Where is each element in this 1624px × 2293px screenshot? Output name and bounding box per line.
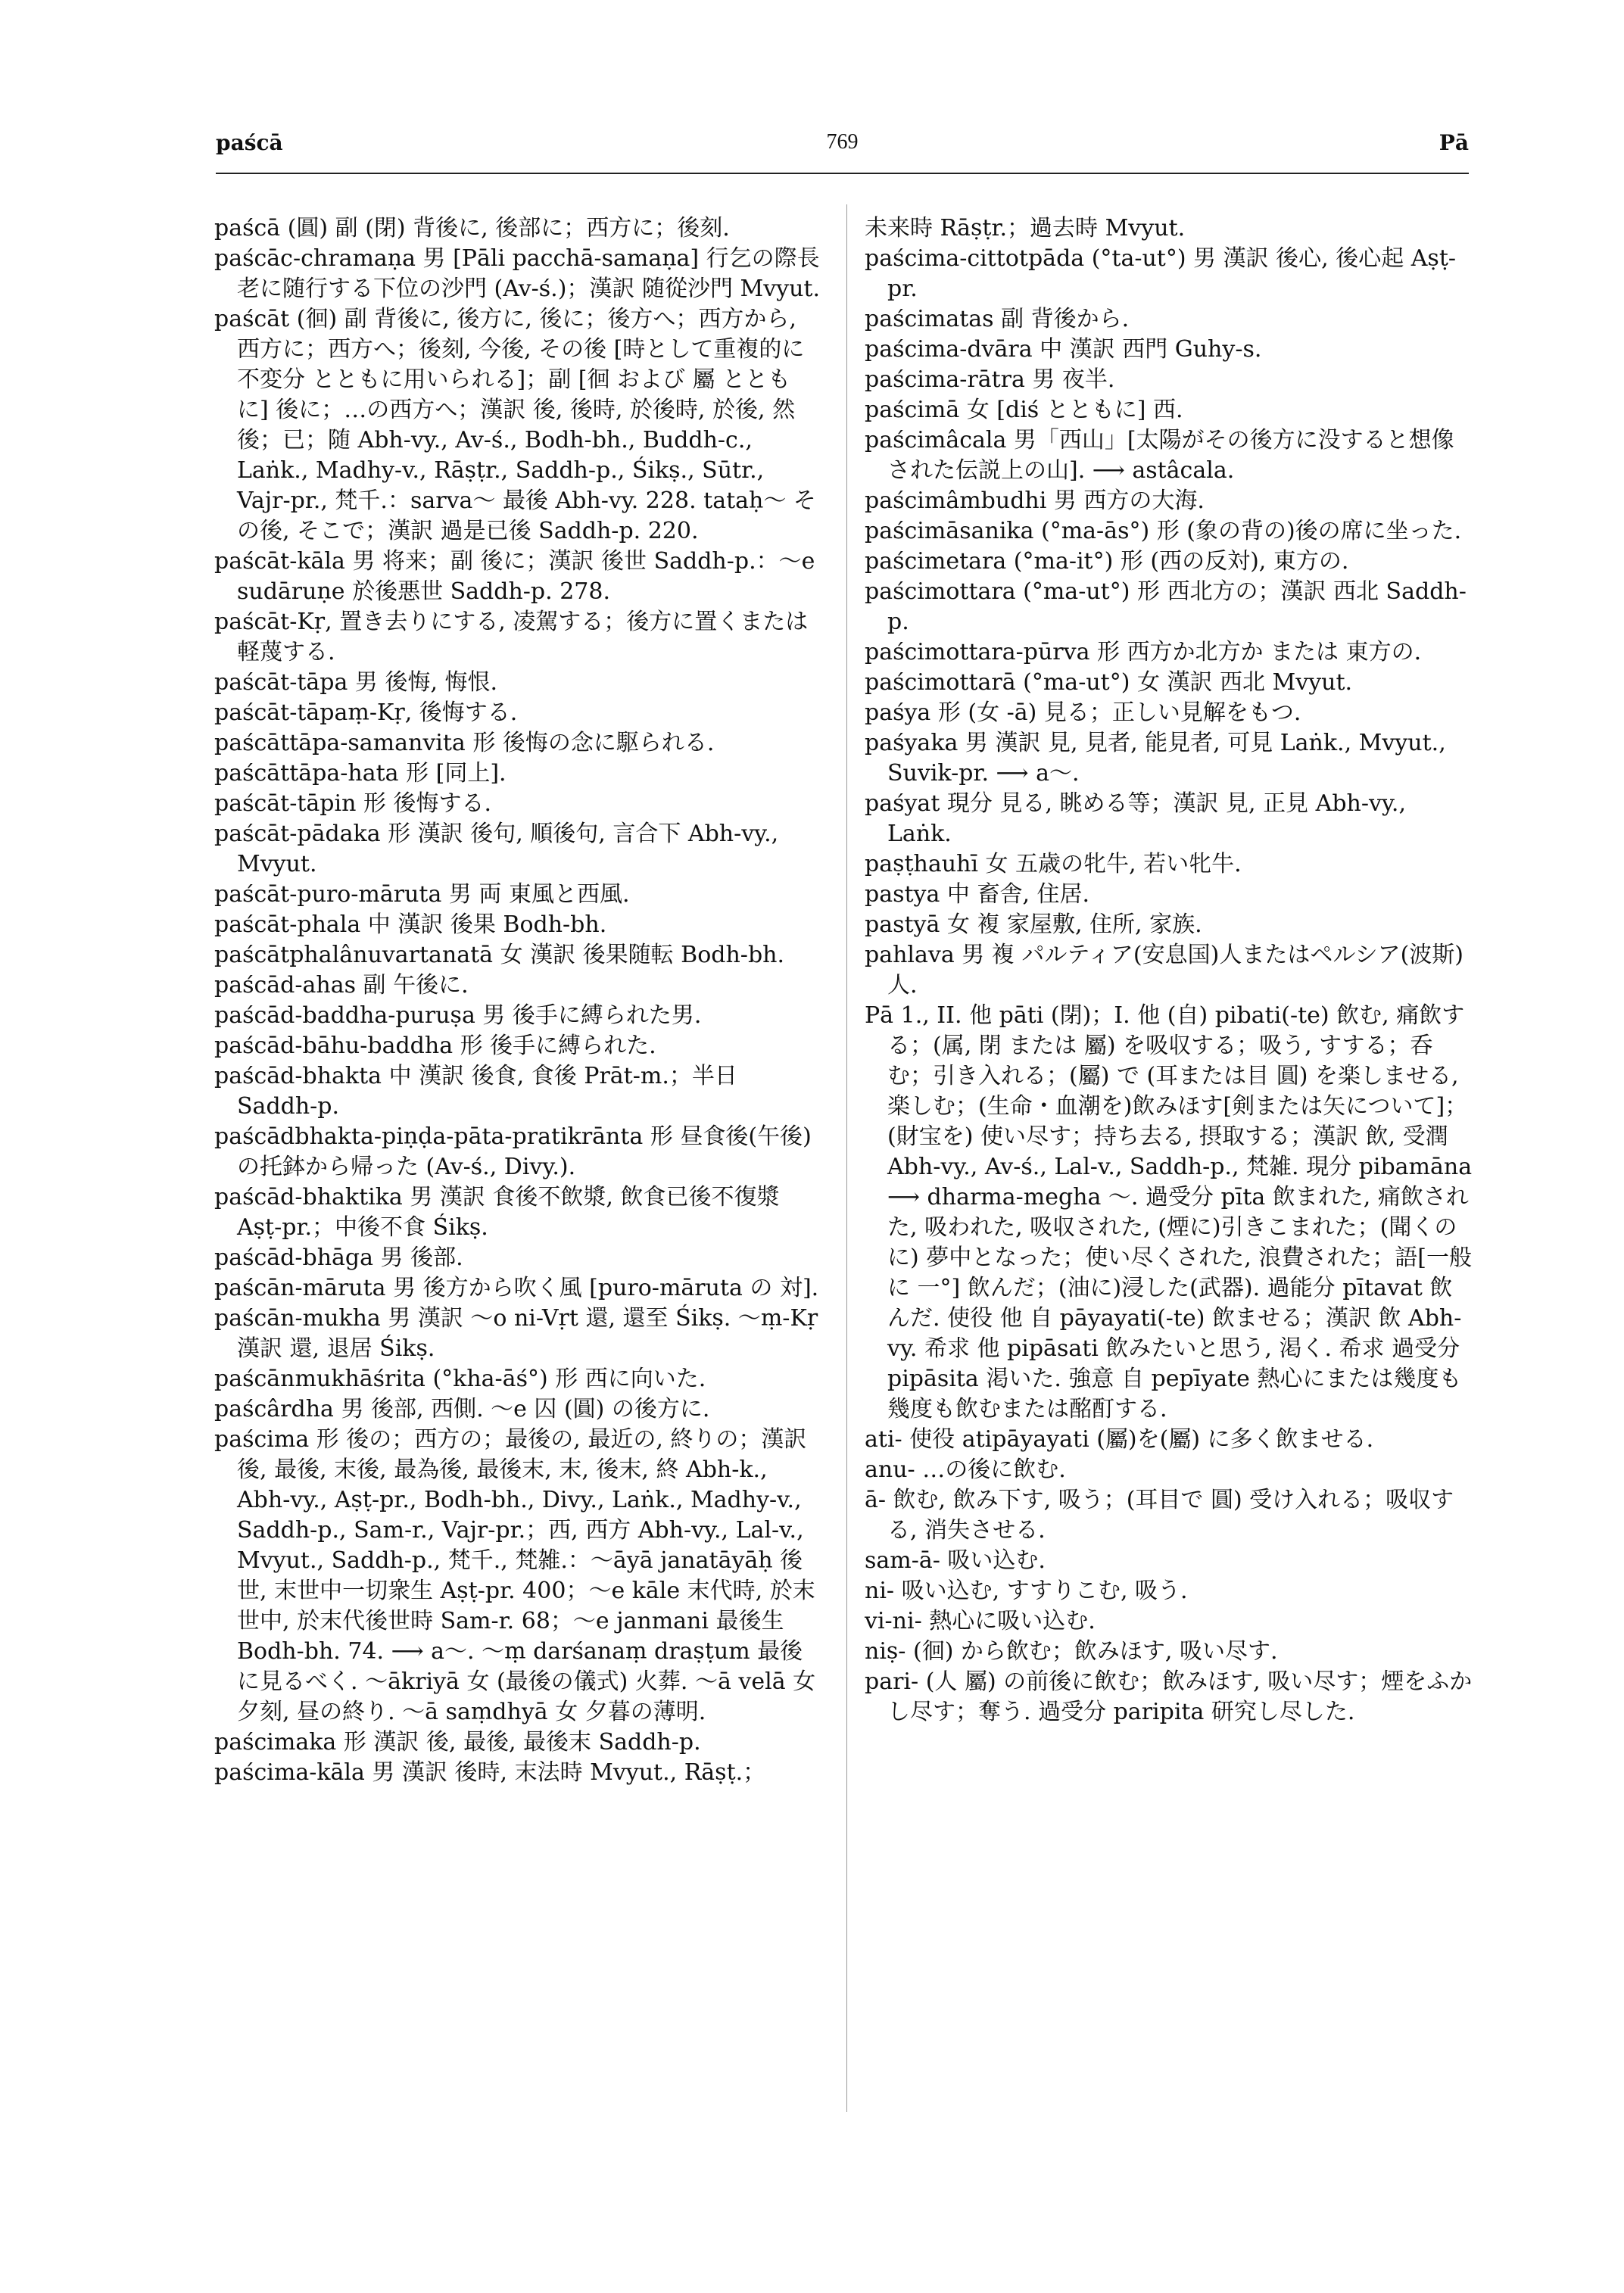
- dictionary-entry: paścāt-puro-māruta 男 両 東風と西風.: [214, 881, 630, 908]
- dictionary-entry: paścima-rātra 男 夜半.: [865, 366, 1115, 393]
- dictionary-entry: paścān-mukha 男 漢訳 ～o ni-Vṛt 還, 還至 Śikṣ. ～ṃ-Kṛ 漢訳 還, 退居 Śikṣ.: [214, 1305, 818, 1362]
- dictionary-entry: paścârdha 男 後部, 西側. ～e 囚 (圓) の後方に.: [214, 1396, 710, 1422]
- dictionary-entry: paścātphalânuvartanatā 女 漢訳 後果随転 Bodh-bh.: [214, 942, 785, 968]
- header-rule: [216, 173, 1469, 174]
- dictionary-entry: paścimaka 形 漢訳 後, 最後, 最後末 Saddh-p.: [214, 1729, 701, 1756]
- running-header: [216, 130, 1469, 168]
- dictionary-entry: niṣ- (徊) から飲む；飲みほす, 吸い尽す.: [865, 1638, 1278, 1665]
- dictionary-entry: paścimottara (°ma-ut°) 形 西北方の；漢訳 西北 Saddh-p.: [865, 578, 1467, 635]
- dictionary-entry: paścima-cittotpāda (°ta-ut°) 男 漢訳 後心, 後心起 Aṣṭ-pr.: [865, 245, 1457, 302]
- dictionary-entry: vi-ni- 熱心に吸い込む.: [865, 1608, 1096, 1634]
- dictionary-entry: paścāt (徊) 副 背後に, 後方に, 後に；後方へ；西方から, 西方に；西方へ；後刻, 今後, その後 [時として重複的に 不変分 とともに用いられる]；副 [徊 および 屬 とともに] 後に；…の西方へ；漢訳 後, 後時, 於後時, 於後, 然後；已；随 Abh-vy., Av-ś., Bodh-bh., Buddh-c., Laṅk., Madhy-v., Rāṣṭr., Saddh-p., Śikṣ., Sūtr., Vajr-pr., 梵千.：sarva～ 最後 Abh-vy. 228. tataḥ～ その後, そこで；漢訳 過是已後 Saddh-p. 220.: [214, 306, 816, 544]
- dictionary-entry: ni- 吸い込む, すすりこむ, 吸う.: [865, 1578, 1188, 1604]
- dictionary-entry: paścimâcala 男「西山」[太陽がその後方に没すると想像された伝説上の山]. ⟶ astâcala.: [865, 427, 1454, 484]
- dictionary-entry: pastyā 女 複 家屋敷, 住所, 家族.: [865, 911, 1202, 938]
- dictionary-entry: 未来時 Rāṣṭr.；過去時 Mvyut.: [865, 215, 1186, 241]
- dictionary-entry: paścād-bhakta 中 漢訳 後食, 食後 Prāt-m.；半日 Saddh-p.: [214, 1063, 737, 1120]
- column-divider: [846, 204, 847, 2112]
- dictionary-entry: paścimottarā (°ma-ut°) 女 漢訳 西北 Mvyut.: [865, 669, 1353, 696]
- dictionary-entry: paścāt-pādaka 形 漢訳 後句, 順後句, 言合下 Abh-vy., Mvyut.: [214, 821, 779, 877]
- dictionary-entry: paścimâmbudhi 男 西方の大海.: [865, 488, 1205, 514]
- dictionary-entry: paścimatas 副 背後から.: [865, 306, 1130, 332]
- dictionary-entry: paścāc-chramaṇa 男 [Pāli pacchā-samaṇa] 行乞の際長老に随行する下位の沙門 (Av-ś.)；漢訳 随從沙門 Mvyut.: [214, 245, 821, 302]
- dictionary-entry: ā- 飲む, 飲み下す, 吸う；(耳目で 圓) 受け入れる；吸収する, 消失させる.: [865, 1487, 1454, 1544]
- dictionary-entry: paścimetara (°ma-it°) 形 (西の反対), 東方の.: [865, 548, 1349, 575]
- dictionary-entry: pahlava 男 複 パルティア(安息国)人またはペルシア(波斯)人.: [865, 942, 1463, 999]
- left-column: [214, 213, 820, 1788]
- dictionary-entry: paścād-ahas 副 午後に.: [214, 972, 469, 999]
- dictionary-entry: ati- 使役 atipāyayati (屬)を(屬) に多く飲ませる.: [865, 1426, 1374, 1453]
- dictionary-entry: paścād-bhāga 男 後部.: [214, 1245, 463, 1271]
- dictionary-entry: paścāt-tāpaṃ-Kṛ, 後悔する.: [214, 699, 518, 726]
- dictionary-entry: paścāt-Kṛ, 置き去りにする, 凌駕する；後方に置くまたは軽蔑する.: [214, 609, 809, 665]
- dictionary-entry: paścima-dvāra 中 漢訳 西門 Guhy-s.: [865, 336, 1262, 363]
- dictionary-entry: paścāt-kāla 男 将来；副 後に；漢訳 後世 Saddh-p.：～e sudāruṇe 於後悪世 Saddh-p. 278.: [214, 548, 815, 605]
- dictionary-entry: paścimottara-pūrva 形 西方か北方か または 東方の.: [865, 639, 1422, 665]
- dictionary-entry: pastya 中 畜舎, 住居.: [865, 881, 1090, 908]
- dictionary-entry: paścānmukhāśrita (°kha-āś°) 形 西に向いた.: [214, 1366, 706, 1392]
- dictionary-entry: paścād-bāhu-baddha 形 後手に縛られた.: [214, 1033, 656, 1059]
- dictionary-entry: paścāt-tāpin 形 後悔する.: [214, 790, 492, 817]
- dictionary-entry: paścāttāpa-hata 形 [同上].: [214, 760, 507, 787]
- dictionary-entry: paścimā 女 [diś とともに] 西.: [865, 397, 1183, 423]
- dictionary-entry: paścāt-tāpa 男 後悔, 悔恨.: [214, 669, 498, 696]
- dictionary-entry: paścā (圓) 副 (閉) 背後に, 後部に；西方に；後刻.: [214, 215, 730, 241]
- dictionary-entry: paśyaka 男 漢訳 見, 見者, 能見者, 可見 Laṅk., Mvyut., Suvik-pr. ⟶ a～.: [865, 730, 1446, 787]
- dictionary-entry: paścān-māruta 男 後方から吹く風 [puro-māruta の 対].: [214, 1275, 819, 1301]
- dictionary-entry: paścimāsanika (°ma-ās°) 形 (象の背の)後の席に坐った.: [865, 518, 1462, 544]
- header-headword-right: Pā: [1439, 130, 1469, 155]
- page-number: 769: [826, 130, 859, 154]
- dictionary-entry: paścāttāpa-samanvita 形 後悔の念に駆られる.: [214, 730, 715, 756]
- dictionary-entry: paṣṭhauhī 女 五歳の牝牛, 若い牝牛.: [865, 851, 1242, 877]
- dictionary-entry: paśyat 現分 見る, 眺める等；漢訳 見, 正見 Abh-vy., Laṅk.: [865, 790, 1406, 847]
- right-column: [865, 213, 1474, 1728]
- dictionary-entry: paścādbhakta-piṇḍa-pāta-pratikrānta 形 昼食後(午後)の托鉢から帰った (Av-ś., Divy.).: [214, 1123, 812, 1180]
- dictionary-entry: paścād-baddha-puruṣa 男 後手に縛られた男.: [214, 1002, 702, 1029]
- dictionary-entry: paśya 形 (女 -ā) 見る；正しい見解をもつ.: [865, 699, 1301, 726]
- dictionary-entry: paścād-bhaktika 男 漢訳 食後不飲漿, 飲食已後不復漿 Aṣṭ-pr.；中後不食 Śikṣ.: [214, 1184, 780, 1241]
- dictionary-entry: anu- …の後に飲む.: [865, 1456, 1066, 1483]
- dictionary-entry: Pā 1., II. 他 pāti (閉)；I. 他 (自) pibati(-te) 飲む, 痛飲する；(属, 閉 または 屬) を吸収する；吸う, すする；呑む；引き入れる；(屬) で (耳または目 圓) を楽しませる, 楽しむ；(生命・血潮を)飲みほす[剣または矢について]；(財宝を) 使い尽す；持ち去る, 摂取する；漢訳 飲, 受潤 Abh-vy., Av-ś., Lal-v., Saddh-p., 梵雑. 現分 pibamāna ⟶ dharma-megha ～. 過受分 pīta 飲まれた, 痛飲された, 吸われた, 吸収された, (煙に)引きこまれた；(聞くのに) 夢中となった；使い尽くされた, 浪費された；語[一般に 一°] 飲んだ；(油に)浸した(武器). 過能分 pītavat 飲んだ. 使役 他 自 pāyayati(-te) 飲ませる；漢訳 飲 Abh-vy. 希求 他 pipāsati 飲みたいと思う, 渇く. 希求 過受分 pipāsita 渇いた. 強意 自 pepīyate 熱心にまたは幾度も幾度も飲むまたは酩酊する.: [865, 1002, 1473, 1422]
- dictionary-entry: paścima-kāla 男 漢訳 後時, 末法時 Mvyut., Rāṣṭ.；: [214, 1759, 766, 1786]
- dictionary-entry: pari- (人 屬) の前後に飲む；飲みほす, 吸い尽す；煙をふかし尽す；奪う. 過受分 paripita 研究し尽した.: [865, 1668, 1473, 1725]
- dictionary-entry: paścāt-phala 中 漢訳 後果 Bodh-bh.: [214, 911, 607, 938]
- dictionary-entry: paścima 形 後の；西方の；最後の, 最近の, 終りの；漢訳 後, 最後, 末後, 最為後, 最後末, 末, 後末, 終 Abh-k., Abh-vy., Aṣṭ-pr., Bodh-bh., Divy., Laṅk., Madhy-v., Saddh-p., Sam-r., Vajr-pr.；西, 西方 Abh-vy., Lal-v., Mvyut., Saddh-p., 梵千., 梵雑.：～āyā janatāyāḥ 後世, 末世中一切衆生 Aṣṭ-pr. 400；～e kāle 末代時, 於末世中, 於末代後世時 Sam-r. 68；～e janmani 最後生 Bodh-bh. 74. ⟶ a～. ～ṃ darśanaṃ draṣṭum 最後に見るべく. ～ākriyā 女 (最後の儀式) 火葬. ～ā velā 女 夕刻, 昼の終り. ～ā saṃdhyā 女 夕暮の薄明.: [214, 1426, 816, 1725]
- header-headword-left: paścā: [216, 130, 283, 155]
- dictionary-entry: sam-ā- 吸い込む.: [865, 1547, 1046, 1574]
